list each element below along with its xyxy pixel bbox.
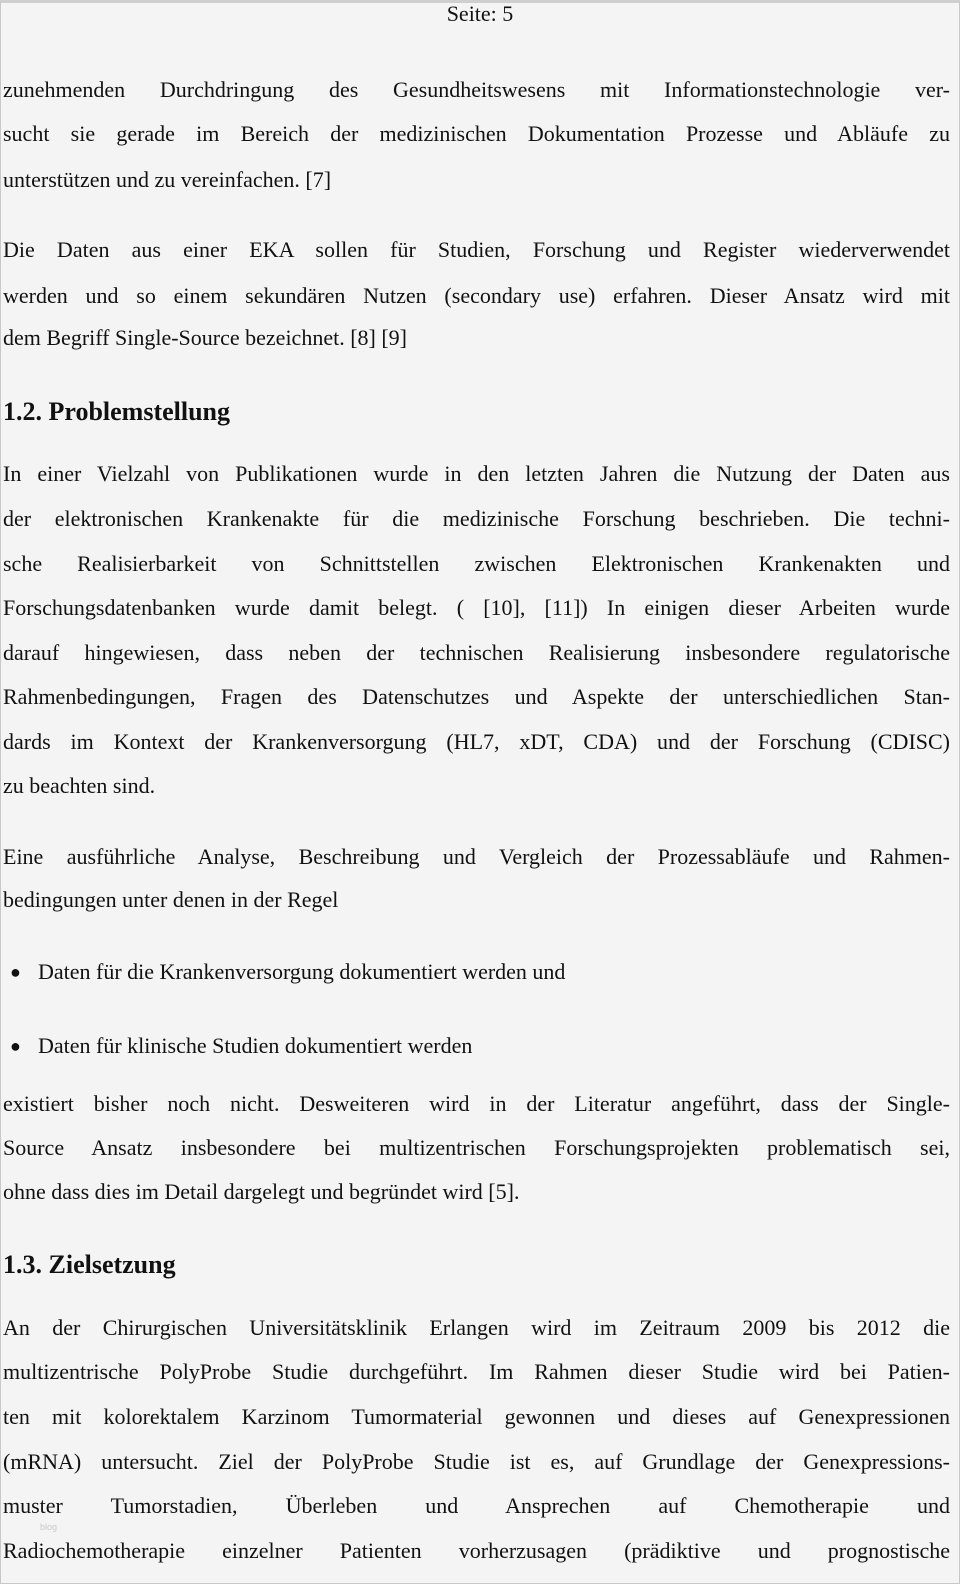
section-heading: 1.3. Zielsetzung: [3, 1250, 176, 1279]
paragraph-line: multizentrische PolyProbe Studie durchgeführt. Im Rahmen dieser Studie wird bei Patien-: [3, 1359, 950, 1384]
paragraph-line: In einer Vielzahl von Publikationen wurde in den letzten Jahren die Nutzung der Daten aus: [3, 461, 950, 486]
section-heading: 1.2. Problemstellung: [3, 397, 231, 426]
bullet-item-text: Daten für klinische Studien dokumentiert werden: [38, 1033, 473, 1058]
paragraph-line: zu beachten sind.: [3, 773, 156, 798]
paragraph-line: An der Chirurgischen Universitätsklinik Erlangen wird im Zeitraum 2009 bis 2012 die: [3, 1315, 950, 1340]
paragraph-line: dards im Kontext der Krankenversorgung (HL7, xDT, CDA) und der Forschung (CDISC): [3, 729, 950, 754]
paragraph-line: muster Tumorstadien, Überleben und Ansprechen auf Chemotherapie und: [3, 1493, 950, 1518]
paragraph-line: Forschungsdatenbanken wurde damit belegt. ( [10], [11]) In einigen dieser Arbeiten wurde: [3, 595, 950, 620]
paragraph-line: dem Begriff Single-Source bezeichnet. [8] [9]: [3, 325, 408, 350]
page-number: Seite: 5: [446, 1, 514, 26]
paragraph-line: Eine ausführliche Analyse, Beschreibung und Vergleich der Prozessabläufe und Rahmen-: [3, 844, 950, 869]
paragraph-line: Die Daten aus einer EKA sollen für Studien, Forschung und Register wiederverwendet: [3, 237, 950, 262]
paragraph-line: werden und so einem sekundären Nutzen (secondary use) erfahren. Dieser Ansatz wird mit: [3, 283, 950, 308]
paragraph-line: der elektronischen Krankenakte für die medizinische Forschung beschrieben. Die techni-: [3, 506, 950, 531]
paragraph-line: unterstützen und zu vereinfachen. [7]: [3, 167, 332, 192]
paragraph-line: (mRNA) untersucht. Ziel der PolyProbe Studie ist es, auf Grundlage der Genexpressions-: [3, 1449, 950, 1474]
paragraph-line: ten mit kolorektalem Karzinom Tumormaterial gewonnen und dieses auf Genexpressionen: [3, 1404, 950, 1429]
paragraph-line: sucht sie gerade im Bereich der medizinischen Dokumentation Prozesse und Abläufe zu: [3, 121, 950, 146]
bullet-icon: ●: [10, 1036, 21, 1056]
paragraph-line: sche Realisierbarkeit von Schnittstellen zwischen Elektronischen Krankenakten und: [3, 551, 950, 576]
watermark: blog: [40, 1522, 58, 1532]
paragraph-line: zunehmenden Durchdringung des Gesundheitswesens mit Informationstechnologie ver-: [3, 77, 950, 102]
paragraph-line: darauf hingewiesen, dass neben der technischen Realisierung insbesondere regulatorische: [3, 640, 950, 665]
bullet-icon: ●: [10, 962, 21, 982]
bullet-item-text: Daten für die Krankenversorgung dokumentiert werden und: [38, 959, 566, 984]
paragraph-line: Rahmenbedingungen, Fragen des Datenschutzes und Aspekte der unterschiedlichen Stan-: [3, 684, 950, 709]
paragraph-line: bedingungen unter denen in der Regel: [3, 887, 339, 912]
paragraph-line: Source Ansatz insbesondere bei multizentrischen Forschungsprojekten problematisch sei,: [3, 1135, 950, 1160]
paragraph-line: Radiochemotherapie einzelner Patienten vorherzusagen (prädiktive und prognostische: [3, 1538, 950, 1563]
paragraph-line: existiert bisher noch nicht. Desweiteren wird in der Literatur angeführt, dass der Single-: [3, 1091, 950, 1116]
paragraph-line: ohne dass dies im Detail dargelegt und begründet wird [5].: [3, 1179, 520, 1204]
